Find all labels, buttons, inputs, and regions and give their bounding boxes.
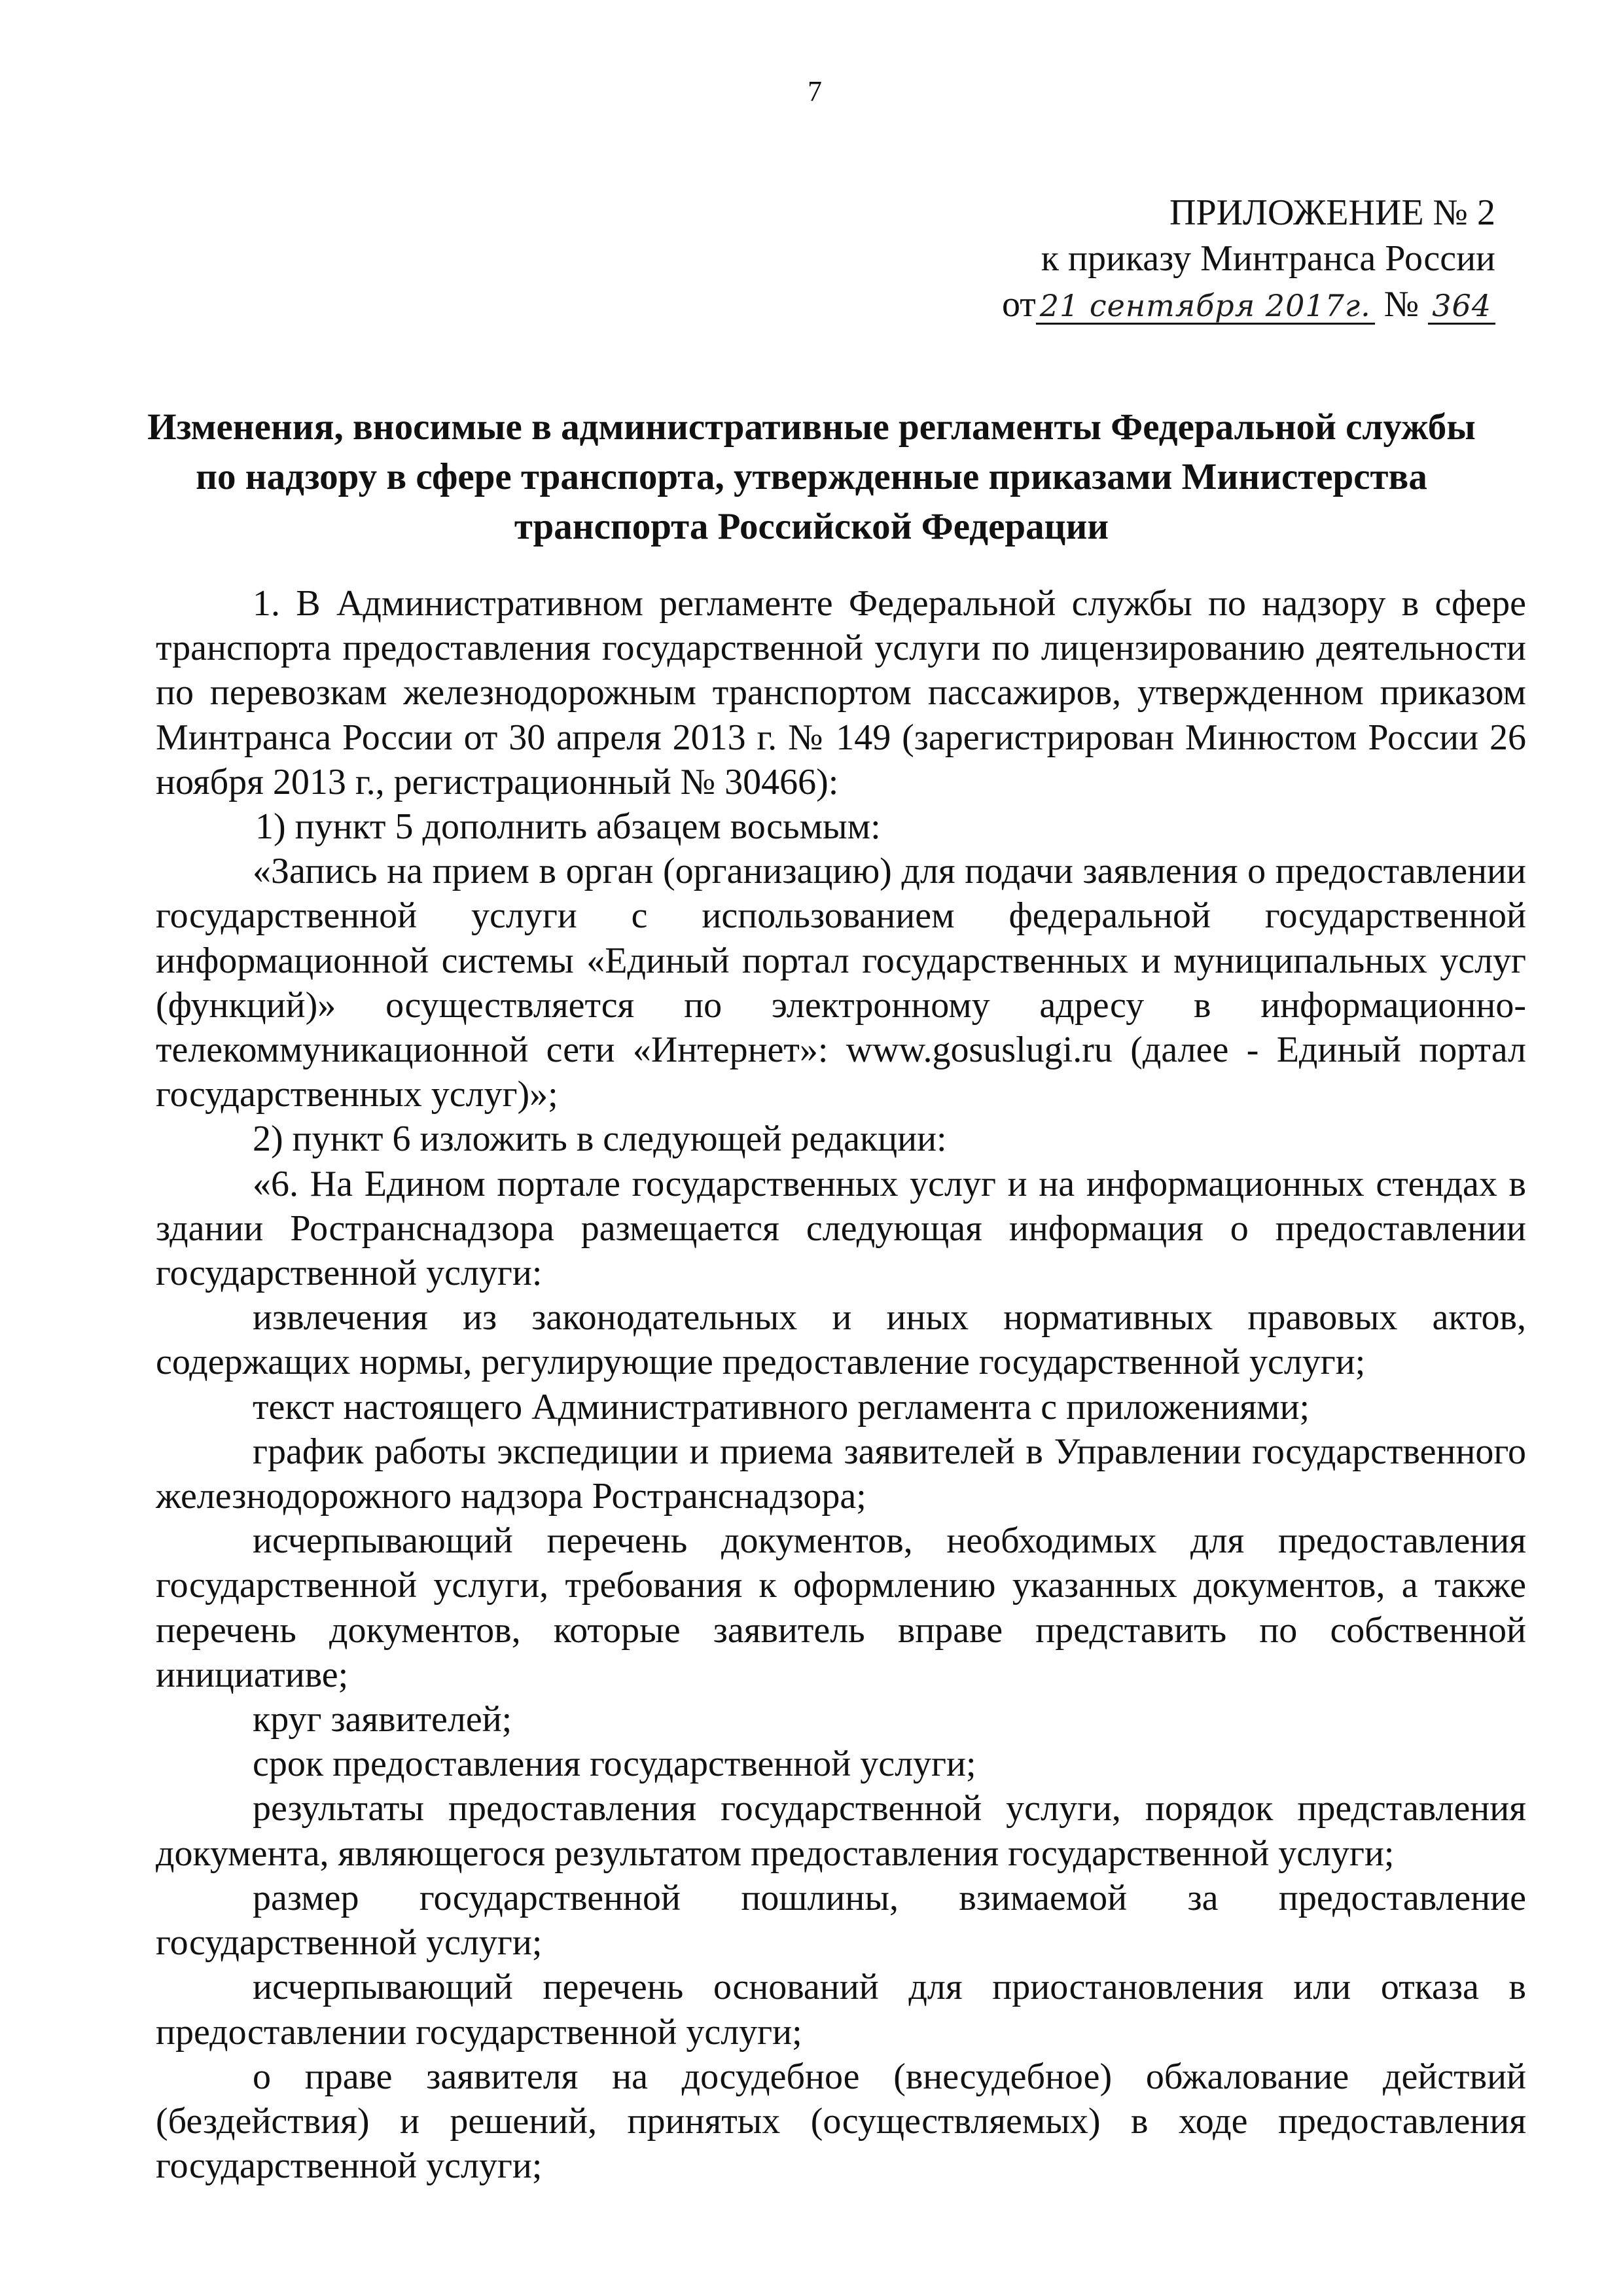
- document-title: [118, 403, 1505, 552]
- paragraph: извлечения из законодательных и иных нормативных правовых актов, содержащих нормы, регулирующие предоставление государственной услуги;: [156, 1297, 1526, 1383]
- handwritten-date: 21 сентября 2017г.: [1036, 289, 1375, 325]
- document-body: [156, 581, 1526, 2188]
- appendix-title: ПРИЛОЖЕНИЕ № 2: [1169, 192, 1495, 233]
- paragraph: исчерпывающий перечень документов, необходимых для предоставления государственной услуги, требования к оформлению указанных документов, а также перечень документов, которые заявитель вправе представить по собственной инициативе;: [156, 1520, 1526, 1695]
- page-number: 7: [808, 75, 822, 107]
- paragraph: круг заявителей;: [253, 1699, 512, 1740]
- paragraph: размер государственной пошлины, взимаемой за предоставление государственной услуги;: [156, 1877, 1526, 1964]
- paragraph: 1. В Административном регламенте Федеральной службы по надзору в сфере транспорта предоставления государственной услуги по лицензированию деятельности по перевозкам железнодорожным транспортом пассажиров, утвержденном приказом Минтранса России от 30 апреля 2013 г. № 149 (зарегистрирован Минюстом России 26 ноября 2013 г., регистрационный № 30466):: [156, 583, 1526, 802]
- title-line-3: транспорта Российской Федерации: [514, 506, 1109, 547]
- paragraph: 2) пункт 6 изложить в следующей редакции:: [253, 1119, 947, 1160]
- paragraph: о праве заявителя на досудебное (внесудебное) обжалование действий (бездействия) и решений, принятых (осуществляемых) в ходе предоставления государственной услуги;: [156, 2056, 1526, 2187]
- paragraph: «Запись на прием в орган (организацию) для подачи заявления о предоставлении государственной услуги с использованием федеральной государственной информационной системы «Единый портал государственных и муниципальных услуг (функций)» осуществляется по электронному адресу в информационно-телекоммуникационной сети «Интернет»: www.gosuslugi.ru (далее - Единый портал государственных услуг)»;: [156, 851, 1526, 1115]
- title-line-2: по надзору в сфере транспорта, утвержденные приказами Министерства: [196, 456, 1427, 497]
- paragraph: текст настоящего Административного регламента с приложениями;: [253, 1386, 1310, 1427]
- appendix-header: [1002, 190, 1495, 327]
- handwritten-number: 364: [1428, 289, 1495, 325]
- paragraph: «6. На Едином портале государственных услуг и на информационных стендах в здании Ространснадзора размещается следующая информация о предоставлении государственной услуги:: [156, 1163, 1526, 1294]
- date-prefix: от: [1001, 284, 1036, 325]
- appendix-order-reference: к приказу Минтранса России: [1041, 238, 1495, 279]
- appendix-date-line: [1002, 281, 1495, 327]
- paragraph: исчерпывающий перечень оснований для приостановления или отказа в предоставлении государственной услуги;: [156, 1967, 1526, 2053]
- number-prefix: №: [1383, 284, 1419, 325]
- paragraph: 1) пункт 5 дополнить абзацем восьмым:: [255, 806, 881, 848]
- paragraph: результаты предоставления государственной услуги, порядок представления документа, являющегося результатом предоставления государственной услуги;: [156, 1788, 1526, 1874]
- paragraph: график работы экспедиции и приема заявителей в Управлении государственного железнодорожного надзора Ространснадзора;: [156, 1431, 1526, 1517]
- title-line-1: Изменения, вносимые в административные регламенты Федеральной службы: [147, 406, 1476, 448]
- paragraph: срок предоставления государственной услуги;: [253, 1744, 976, 1785]
